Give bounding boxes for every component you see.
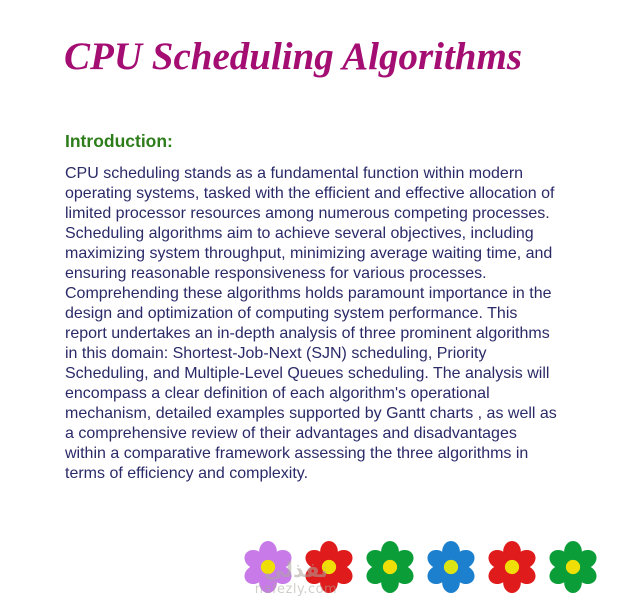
page-title: CPU Scheduling Algorithms [64, 35, 523, 78]
flower-violet-icon [242, 540, 294, 594]
flower-green-icon [364, 540, 416, 594]
watermark-domain-text: nafezly.com [254, 582, 338, 597]
watermark-arabic-text: نفذلي [263, 558, 329, 582]
introduction-heading: Introduction: [65, 131, 173, 151]
flower-blue-icon [425, 540, 477, 594]
flower-red-icon [486, 540, 538, 594]
flower-divider-row [242, 540, 599, 594]
flower-red-icon [303, 540, 355, 594]
flower-green-icon [547, 540, 599, 594]
introduction-paragraph: CPU scheduling stands as a fundamental function within modern operating systems, tasked with the efficient and effective allocation of limited processor resources among numerous competing processes. Scheduling algorithms aim to achieve several objectives, including maximizing system throughput, minimizing average waiting time, and ensuring reasonable responsiveness for various processes. Comprehending these algorithms holds paramount importance in the design and optimization of computing system performance. This report undertakes an in-depth analysis of three prominent algorithms in this domain: Shortest-Job-Next (SJN) scheduling, Priority Scheduling, and Multiple-Level Queues scheduling. The analysis will encompass a clear definition of each algorithm's operational mechanism, detailed examples supported by Gantt charts , as well as a comprehensive review of their advantages and disadvantages within a comparative framework assessing the three algorithms in terms of efficiency and complexity. [65, 165, 557, 482]
